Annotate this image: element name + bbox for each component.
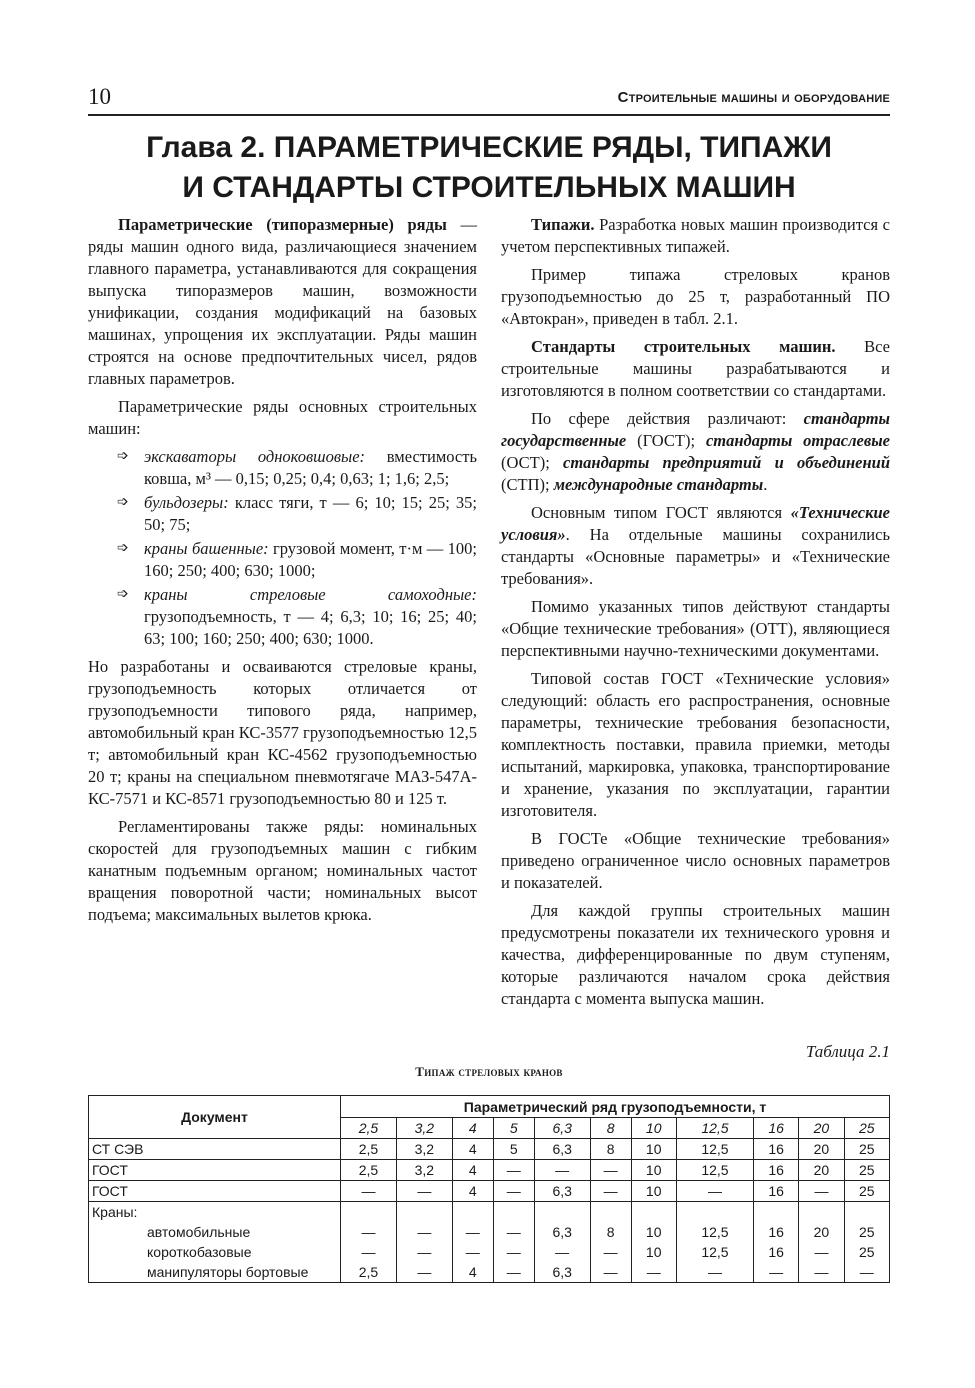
table-cell: 10 xyxy=(631,1139,676,1160)
list-item-text: вместимость ковша, м³ — 0,15; 0,25; 0,4; 0,63; 1; 1,6; 2,5; xyxy=(144,447,477,488)
table-cell: — xyxy=(452,1222,493,1242)
table-cell: 8 xyxy=(590,1222,631,1242)
paragraph-text: (ОСТ); xyxy=(501,453,563,472)
table-cell: — xyxy=(396,1242,452,1262)
right-column xyxy=(501,214,890,1016)
table-cell xyxy=(396,1202,452,1223)
term: стандарты предприятий и объединений xyxy=(563,453,890,472)
list-item-text: грузоподъемность, т — 4; 6,3; 10; 16; 25; 40; 63; 100; 160; 250; 400; 630; 1000. xyxy=(144,607,477,648)
table-cell: — xyxy=(341,1242,397,1262)
paragraph xyxy=(501,214,890,258)
table-cell xyxy=(341,1202,397,1223)
running-title: Строительные машины и оборудование xyxy=(617,89,890,106)
table-cell: 6,3 xyxy=(534,1262,590,1283)
paragraph xyxy=(88,214,477,390)
table-cell: 2,5 xyxy=(341,1160,397,1181)
table-cell: 25 xyxy=(844,1222,889,1242)
table-cell: — xyxy=(493,1262,534,1283)
table-row xyxy=(89,1222,890,1242)
table-cell: 16 xyxy=(754,1139,799,1160)
paragraph-text: . На отдельные машины сохранились стандарты «Основные параметры» и «Технические требования». xyxy=(501,525,890,588)
table-cell: 20 xyxy=(799,1222,844,1242)
paragraph-text: — ряды машин одного вида, различающиеся значением главного параметра, устанавливаются для сокращения выпуска типоразмеров машин, возможности унификации, создания модификаций на базовых машинах, упрощения их эксплуатации. Ряды машин строятся на основе предпочтительных чисел, рядов главных параметров. xyxy=(88,215,477,388)
table-cell: 4 xyxy=(452,1139,493,1160)
list-item xyxy=(117,492,477,536)
paragraph-text: Разработка новых машин производится с учетом перспективных типажей. xyxy=(501,215,890,256)
column-header-capacity: 8 xyxy=(590,1118,631,1139)
table-cell xyxy=(844,1202,889,1223)
table-cell: — xyxy=(799,1262,844,1283)
term: краны башенные: xyxy=(144,539,269,558)
list-item xyxy=(117,538,477,582)
table-cell: — xyxy=(493,1160,534,1181)
column-header-capacity: 4 xyxy=(452,1118,493,1139)
table-row xyxy=(89,1160,890,1181)
row-label: СТ СЭВ xyxy=(89,1139,341,1160)
term: экскаваторы одноковшовые: xyxy=(144,447,366,466)
chapter-title-line-2: И СТАНДАРТЫ СТРОИТЕЛЬНЫХ МАШИН xyxy=(182,171,796,204)
term: Параметрические (типоразмерные) ряды xyxy=(118,215,447,234)
table-cell: — xyxy=(799,1242,844,1262)
term: международные стандарты xyxy=(553,475,764,494)
term: Стандарты строительных машин. xyxy=(531,337,836,356)
table-cell: 8 xyxy=(590,1139,631,1160)
table-cell: — xyxy=(493,1181,534,1202)
paragraph: В ГОСТе «Общие технические требования» приведено ограниченное число основных параметров и показателей. xyxy=(501,829,890,892)
table-cell: — xyxy=(590,1160,631,1181)
paragraph: Регламентированы также ряды: номинальных скоростей для грузоподъемных машин с гибким канатным подъемным органом; номинальных частот вращения поворотной части; номинальных высот подъема; максимальных вылетов крюка. xyxy=(88,817,477,924)
table-cell: — xyxy=(396,1181,452,1202)
table-cell: 12,5 xyxy=(676,1139,753,1160)
crane-typology-table xyxy=(88,1095,890,1283)
chapter-title-line-1: Глава 2. ПАРАМЕТРИЧЕСКИЕ РЯДЫ, ТИПАЖИ xyxy=(146,131,832,164)
table-cell xyxy=(631,1202,676,1223)
table-row xyxy=(89,1202,890,1223)
paragraph xyxy=(501,408,890,496)
table-cell: 3,2 xyxy=(396,1139,452,1160)
table-cell xyxy=(676,1202,753,1223)
table-title: Типаж стреловых кранов xyxy=(415,1064,563,1079)
table-cell: 25 xyxy=(844,1181,889,1202)
paragraph-text: (ГОСТ); xyxy=(626,431,706,450)
table-cell: 10 xyxy=(631,1242,676,1262)
table-cell: 25 xyxy=(844,1242,889,1262)
table-cell: 4 xyxy=(452,1262,493,1283)
paragraph-text: По сфере действия различают: xyxy=(531,409,804,428)
table-cell: 3,2 xyxy=(396,1160,452,1181)
table-cell: — xyxy=(799,1181,844,1202)
row-label: Краны: xyxy=(89,1202,341,1223)
table-cell: 6,3 xyxy=(534,1181,590,1202)
table-cell: 12,5 xyxy=(676,1222,753,1242)
table-cell xyxy=(590,1202,631,1223)
table-cell: — xyxy=(493,1242,534,1262)
paragraph: Помимо указанных типов действуют стандарты «Общие технические требования» (ОТТ), являющиеся перспективными научно-техническими документами. xyxy=(501,597,890,660)
paragraph xyxy=(501,502,890,590)
table-cell: — xyxy=(534,1160,590,1181)
term: стандарты отраслевые xyxy=(705,431,890,450)
table-cell: 10 xyxy=(631,1222,676,1242)
table-cell: 16 xyxy=(754,1222,799,1242)
paragraph: Пример типажа стреловых кранов грузоподъемностью до 25 т, разработанный ПО «Автокран», приведен в табл. 2.1. xyxy=(501,265,890,328)
table-cell xyxy=(799,1202,844,1223)
paragraph-text: (СТП); xyxy=(501,475,554,494)
table-cell: — xyxy=(754,1262,799,1283)
term: «Технические условия» xyxy=(501,503,890,544)
paragraph-text: . xyxy=(763,475,768,494)
list-item xyxy=(117,584,477,650)
table-cell: — xyxy=(590,1262,631,1283)
table-cell: — xyxy=(631,1262,676,1283)
row-label: ГОСТ xyxy=(89,1160,341,1181)
table-cell xyxy=(754,1202,799,1223)
table-cell: — xyxy=(493,1222,534,1242)
term: Типажи. xyxy=(531,215,595,234)
table-cell: — xyxy=(590,1181,631,1202)
table-cell: — xyxy=(676,1181,753,1202)
table-row xyxy=(89,1139,890,1160)
table-cell: — xyxy=(341,1181,397,1202)
table-cell: — xyxy=(676,1262,753,1283)
table-cell: 16 xyxy=(754,1160,799,1181)
column-header-document: Документ xyxy=(89,1096,341,1139)
table-cell: 20 xyxy=(799,1160,844,1181)
column-header-capacity: 6,3 xyxy=(534,1118,590,1139)
table-cell: 4 xyxy=(452,1181,493,1202)
page-header xyxy=(88,84,890,116)
table-cell xyxy=(452,1202,493,1223)
chapter-title xyxy=(88,128,890,208)
row-label: манипуляторы бортовые xyxy=(89,1262,341,1283)
table-cell: 10 xyxy=(631,1160,676,1181)
row-label: ГОСТ xyxy=(89,1181,341,1202)
paragraph: Типовой состав ГОСТ «Технические условия» следующий: область его распространения, основные параметры, технические требования безопасности, комплектность поставки, правила приемки, методы испытаний, маркировка, упаковка, транспортирование и хранение, указания по эксплуатации, гарантии изготовителя. xyxy=(501,669,890,820)
column-header-capacity: 25 xyxy=(844,1118,889,1139)
column-header-capacity: 10 xyxy=(631,1118,676,1139)
term: бульдозеры: xyxy=(144,493,229,512)
arrow-bullet-icon: ➩ xyxy=(117,587,129,602)
parameter-list xyxy=(88,446,477,650)
column-header-capacity-series: Параметрический ряд грузоподъемности, т xyxy=(341,1096,890,1118)
arrow-bullet-icon: ➩ xyxy=(117,495,129,510)
table-cell: — xyxy=(590,1242,631,1262)
table-row xyxy=(89,1181,890,1202)
left-column xyxy=(88,214,477,932)
table-cell: 6,3 xyxy=(534,1139,590,1160)
paragraph: Для каждой группы строительных машин предусмотрены показатели их технического уровня и качества, дифференцированные по двум ступеням, которые различаются началом срока действия стандарта с момента выпуска машин. xyxy=(501,901,890,1008)
paragraph: Параметрические ряды основных строительных машин: xyxy=(88,397,477,438)
arrow-bullet-icon: ➩ xyxy=(117,449,129,464)
table-cell xyxy=(493,1202,534,1223)
table-caption: Таблица 2.1 xyxy=(805,1042,890,1061)
term: стандарты государственные xyxy=(501,409,890,450)
list-item-text: класс тяги, т — 6; 10; 15; 25; 35; 50; 75; xyxy=(144,493,477,534)
column-header-capacity: 3,2 xyxy=(396,1118,452,1139)
table-cell: 5 xyxy=(493,1139,534,1160)
table-row xyxy=(89,1262,890,1283)
table-cell: 10 xyxy=(631,1181,676,1202)
table-cell: 16 xyxy=(754,1181,799,1202)
table-cell: — xyxy=(396,1222,452,1242)
column-header-capacity: 12,5 xyxy=(676,1118,753,1139)
table-cell: 20 xyxy=(799,1139,844,1160)
row-label: короткобазовые xyxy=(89,1242,341,1262)
table-cell: 4 xyxy=(452,1160,493,1181)
paragraph: Но разработаны и осваиваются стреловые краны, грузоподъемность которых отличается от грузоподъемности типового ряда, например, автомобильный кран КС-3577 грузоподъемностью 12,5 т; автомобильный кран КС-4562 грузоподъемностью 20 т; краны на специальном пневмотягаче МАЗ-547А-КС-7571 и КС-8571 грузоподъемностью 80 и 125 т. xyxy=(88,657,477,808)
table-cell: — xyxy=(341,1222,397,1242)
table-cell: 16 xyxy=(754,1242,799,1262)
arrow-bullet-icon: ➩ xyxy=(117,541,129,556)
table-cell: 12,5 xyxy=(676,1242,753,1262)
column-header-capacity: 20 xyxy=(799,1118,844,1139)
table-cell xyxy=(534,1202,590,1223)
table-body xyxy=(89,1139,890,1283)
table-cell: — xyxy=(844,1262,889,1283)
paragraph xyxy=(501,336,890,402)
list-item xyxy=(117,446,477,490)
table-cell: — xyxy=(396,1262,452,1283)
table-cell: 25 xyxy=(844,1160,889,1181)
paragraph-text: Все строительные машины разрабатываются и изготовляются в полном соответствии со стандартами. xyxy=(501,337,890,400)
table-cell: 25 xyxy=(844,1139,889,1160)
table-cell: — xyxy=(534,1242,590,1262)
table-cell: 2,5 xyxy=(341,1262,397,1283)
column-header-capacity: 16 xyxy=(754,1118,799,1139)
column-header-capacity: 5 xyxy=(493,1118,534,1139)
page-number: 10 xyxy=(88,84,111,109)
list-item-text: грузовой момент, т·м — 100; 160; 250; 400; 630; 1000; xyxy=(144,539,477,580)
row-label: автомобильные xyxy=(89,1222,341,1242)
table-cell: — xyxy=(452,1242,493,1262)
paragraph-text: Основным типом ГОСТ являются xyxy=(531,503,791,522)
table-cell: 2,5 xyxy=(341,1139,397,1160)
table-cell: 12,5 xyxy=(676,1160,753,1181)
column-header-capacity: 2,5 xyxy=(341,1118,397,1139)
table-row xyxy=(89,1242,890,1262)
term: краны стреловые самоходные: xyxy=(144,585,477,604)
table-cell: 6,3 xyxy=(534,1222,590,1242)
